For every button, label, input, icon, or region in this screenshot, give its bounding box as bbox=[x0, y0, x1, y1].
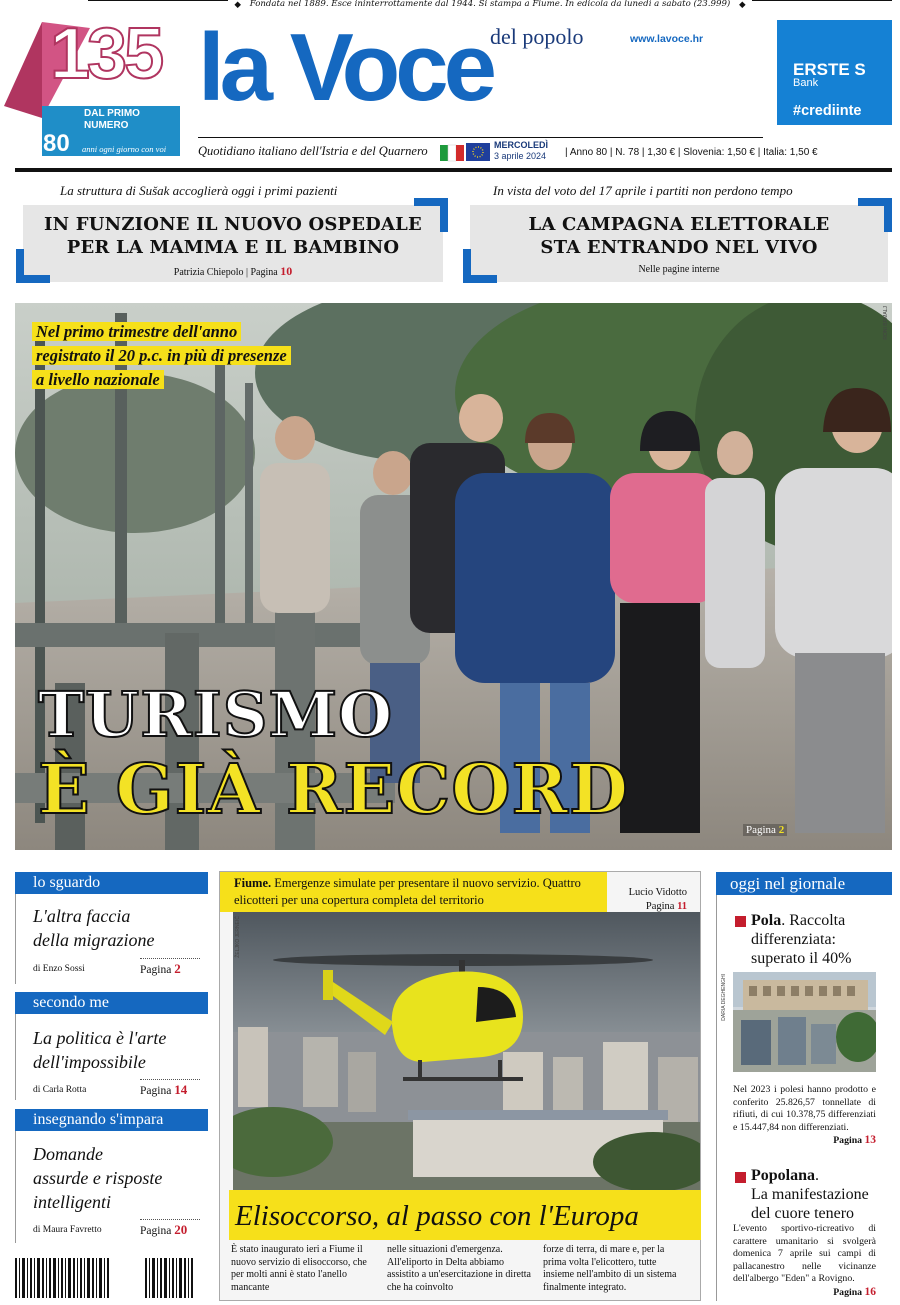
center-story-col3: forze di terra, di mare e, per la prima volta l'elicottero, tutte insieme nell'ambito di un sistema finalmente integrato. bbox=[543, 1244, 677, 1293]
date-block bbox=[494, 140, 548, 162]
column-1-title[interactable]: L'altra faccia della migrazione bbox=[33, 906, 155, 950]
anniversary-label-2: DAL PRIMO bbox=[84, 108, 140, 119]
teaser-2-title-line2: STA ENTRANDO NEL VIVO bbox=[540, 237, 818, 258]
teaser-1-kicker: La struttura di Sušak accoglierà oggi i primi pazienti bbox=[60, 183, 338, 198]
teaser-1[interactable] bbox=[23, 205, 443, 282]
erste-logo-icon: S bbox=[854, 60, 866, 79]
topline-text: Fondata nel 1889. Esce ininterrottamente dal 1944. Si stampa a Fiume. In edicola da lunedì a sabato (23.999) bbox=[244, 0, 737, 9]
helicopter-photo[interactable] bbox=[233, 912, 700, 1190]
column-3-author: di Maura Favretto bbox=[33, 1225, 102, 1235]
helicopter-image bbox=[233, 912, 700, 1190]
right-column-rule bbox=[716, 895, 717, 1301]
item-popolana-text: L'evento sportivo-ricreativo di carattere umanitario si svolgerà domenica 7 aprile sui campi di pallacanestro nelle vicinanze dell'albergo "Eden" a Rovigno. Pagina 16 bbox=[733, 1223, 876, 1298]
column-header-secondo-me[interactable]: secondo me bbox=[15, 992, 208, 1014]
column-3-page[interactable]: Pagina 20 bbox=[140, 1219, 200, 1238]
teaser-2-sub: Nelle pagine interne bbox=[638, 264, 720, 275]
item-pola-title[interactable]: Pola. Raccolta differenziata: superato il 40% bbox=[751, 912, 852, 967]
teaser-2-kicker: In vista del voto del 17 aprile i partiti non perdono tempo bbox=[493, 183, 793, 198]
column-2-author: di Carla Rotta bbox=[33, 1085, 87, 1095]
anniversary-80-text: anni ogni giorno con voi bbox=[82, 144, 167, 154]
center-story-col1: È stato inaugurato ieri a Fiume il nuovo servizio di elisoccorso, che per molti anni è stato l'anello mancante bbox=[231, 1244, 367, 1293]
anniversary-80: 80 bbox=[43, 130, 70, 157]
teaser-1-author: Patrizia Chiepolo bbox=[173, 267, 244, 278]
center-story-col2: nelle situazioni d'emergenza. All'eliporto in Delta abbiamo assistito a un'esercitazione in diretta che ha coinvolto bbox=[387, 1244, 531, 1293]
column-header-lo-sguardo[interactable]: lo sguardo bbox=[15, 872, 208, 894]
erste-brand: ERSTE S bbox=[793, 60, 866, 79]
arena-photo[interactable] bbox=[721, 972, 876, 1072]
website-link[interactable]: www.lavoce.hr bbox=[630, 33, 704, 45]
hero-kicker bbox=[32, 320, 291, 392]
logo-subtitle: del popolo bbox=[490, 24, 584, 49]
masthead-divider bbox=[15, 168, 892, 172]
masthead-rule bbox=[198, 137, 763, 138]
center-story-place: Fiume. bbox=[234, 876, 272, 890]
teaser-1-page[interactable]: 10 bbox=[280, 264, 293, 278]
barcode-icon bbox=[15, 1258, 205, 1303]
tagline: Quotidiano italiano dell'Istria e del Quarnero bbox=[198, 144, 428, 158]
date: 3 aprile 2024 bbox=[494, 151, 547, 161]
center-story-byline[interactable]: Lucio Vidotto Pagina 11 bbox=[612, 886, 687, 914]
corner-bracket-icon bbox=[858, 198, 892, 232]
center-story-author: Lucio Vidotto bbox=[628, 887, 687, 898]
anniversary-label-3: NUMERO bbox=[84, 120, 129, 131]
item-pola-page[interactable]: 13 bbox=[864, 1134, 876, 1146]
center-story-title[interactable]: Elisoccorso, al passo con l'Europa bbox=[229, 1190, 701, 1240]
weekday: MERCOLEDÌ bbox=[494, 140, 548, 150]
erste-bank-ad[interactable] bbox=[777, 20, 892, 125]
hero-title-line2[interactable]: È GIÀ RECORD bbox=[38, 750, 629, 830]
anniversary-number: 135 bbox=[50, 14, 162, 94]
bullet-icon bbox=[735, 1172, 746, 1183]
flags-icon bbox=[440, 142, 490, 164]
corner-bracket-icon bbox=[463, 249, 497, 283]
arena-photo-credit: DARIA DEGHENGHI bbox=[721, 974, 727, 1021]
column-1-page[interactable]: Pagina 2 bbox=[140, 958, 200, 977]
column-2-page[interactable]: Pagina 14 bbox=[140, 1079, 200, 1098]
teaser-1-title-line2: PER LA MAMMA E IL BAMBINO bbox=[66, 237, 400, 258]
column-header-insegnando[interactable]: insegnando s'impara bbox=[15, 1109, 208, 1131]
bullet-icon bbox=[735, 916, 746, 927]
hero-photo-credit: RONI BRMALJ bbox=[883, 306, 889, 340]
erste-sub: Bank bbox=[793, 77, 819, 89]
item-popolana-title[interactable]: Popolana. La manifestazione del cuore tenero bbox=[751, 1167, 869, 1222]
erste-hashtag: #crediinte bbox=[793, 103, 862, 119]
item-pola-text: Nel 2023 i polesi hanno prodotto e conferito 25.826,57 tonnellate di rifiuti, di cui 10.378,75 differenziati e 15.447,84 non differenziati. Pagina 13 bbox=[733, 1084, 876, 1146]
hero-page-ref[interactable]: Pagina 2 bbox=[743, 824, 787, 836]
masthead-topline: ◆ Fondata nel 1889. Esce ininterrottamente dal 1944. Si stampa a Fiume. In edicola da lunedì a sabato (23.999) ◆ bbox=[88, 0, 892, 12]
newspaper-logo[interactable]: la Voce bbox=[198, 14, 493, 121]
teaser-2[interactable] bbox=[470, 205, 888, 282]
hero-kicker-line1: Nel primo trimestre dell'anno bbox=[32, 322, 241, 341]
teaser-1-byline: Patrizia Chiepolo | Pagina 10 bbox=[173, 264, 293, 278]
corner-bracket-icon bbox=[16, 249, 50, 283]
anniversary-label-1: ANNI bbox=[84, 94, 116, 109]
teaser-2-title-line1: LA CAMPAGNA ELETTORALE bbox=[528, 214, 830, 235]
center-story-page: 11 bbox=[677, 901, 687, 912]
teaser-1-title-line1: IN FUNZIONE IL NUOVO OSPEDALE bbox=[44, 214, 422, 235]
column-2-title[interactable]: La politica è l'arte dell'impossibile bbox=[33, 1028, 167, 1072]
item-popolana-page[interactable]: 16 bbox=[864, 1285, 876, 1298]
column-3-title[interactable]: Domande assurde e risposte intelligenti bbox=[33, 1144, 163, 1212]
column-1-author: di Enzo Sossi bbox=[33, 964, 85, 974]
price-info: | Anno 80 | N. 78 | 1,30 € | Slovenia: 1,50 € | Italia: 1,50 € bbox=[565, 147, 818, 158]
center-story-kicker bbox=[220, 872, 607, 912]
pola-arena-image bbox=[733, 972, 876, 1072]
hero-kicker-line3: a livello nazionale bbox=[32, 370, 164, 389]
corner-bracket-icon bbox=[414, 198, 448, 232]
anniversary-badge bbox=[0, 14, 185, 158]
today-in-paper-header[interactable]: oggi nel giornale bbox=[716, 872, 892, 895]
helicopter-photo-credit: ŽELJKO JERNEIĆ bbox=[235, 916, 241, 958]
hero-kicker-line2: registrato il 20 p.c. in più di presenze bbox=[32, 346, 291, 365]
hero-page-number: 2 bbox=[778, 824, 785, 836]
center-story-kicker-text: Emergenze simulate per presentare il nuovo servizio. Quattro elicotteri per una copertura completa del territorio bbox=[234, 876, 581, 907]
hero-title-line1[interactable]: TURISMO bbox=[38, 678, 394, 751]
